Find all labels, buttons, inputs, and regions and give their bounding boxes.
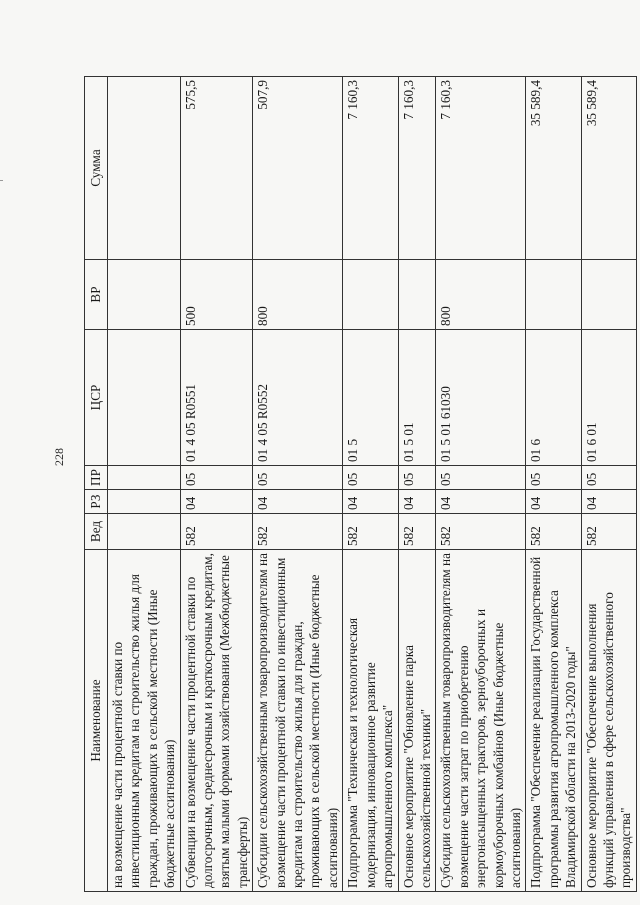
table-row xyxy=(436,77,526,892)
cell-pr: 05 xyxy=(436,466,526,490)
cell-ved: 582 xyxy=(436,514,526,550)
cell-pr: 05 xyxy=(343,466,398,490)
cell-rz: 04 xyxy=(253,490,343,514)
header-pr: ПР xyxy=(85,466,108,490)
cell-csr: 01 6 01 xyxy=(581,330,636,466)
table-row xyxy=(343,77,398,892)
cell-pr: 05 xyxy=(526,466,581,490)
cell-vr xyxy=(581,260,636,330)
table-row xyxy=(398,77,436,892)
cell-pr: 05 xyxy=(180,466,253,490)
cell-ved: 582 xyxy=(343,514,398,550)
cell-sum: 7 160,3 xyxy=(343,77,398,260)
cell-sum: 35 589,4 xyxy=(581,77,636,260)
cell-vr: 800 xyxy=(253,260,343,330)
cell-ved: 582 xyxy=(180,514,253,550)
cell-vr: 800 xyxy=(436,260,526,330)
page-number: 228 xyxy=(52,448,66,466)
cell-rz: 04 xyxy=(436,490,526,514)
table-row xyxy=(526,77,581,892)
cell-rz: 04 xyxy=(398,490,436,514)
header-sum: Сумма xyxy=(85,77,108,260)
cell-csr xyxy=(108,330,181,466)
cell-sum xyxy=(108,77,181,260)
cell-ved: 582 xyxy=(581,514,636,550)
cell-name: Субсидии сельскохозяйственным товаропроизводителям на возмещение части процентной ставки по инвестиционным кредитам на строительство жилья для граждан, проживающих в сельской местности (Иные бюджетные ассигнования) xyxy=(253,550,343,892)
cell-ved: 582 xyxy=(253,514,343,550)
cell-sum: 507,9 xyxy=(253,77,343,260)
cell-rz: 04 xyxy=(180,490,253,514)
header-row xyxy=(85,77,108,892)
cell-vr: 500 xyxy=(180,260,253,330)
header-name: Наименование xyxy=(85,550,108,892)
cell-csr: 01 5 01 61030 xyxy=(436,330,526,466)
table-row xyxy=(253,77,343,892)
cell-csr: 01 4 05 R0551 xyxy=(180,330,253,466)
cell-name: Подпрограмма "Обеспечение реализации Государственной программы развития агропромышленного комплекса Владимирской области на 2013-2020 годы" xyxy=(526,550,581,892)
cell-name: на возмещение части процентной ставки по инвестиционным кредитам на строительство жилья для граждан, проживающих в сельской местности (Иные бюджетные ассигнования) xyxy=(108,550,181,892)
header-rz: РЗ xyxy=(85,490,108,514)
cell-rz xyxy=(108,490,181,514)
cell-name: Основное мероприятие "Обновление парка сельскохозяйственной техники" xyxy=(398,550,436,892)
cell-sum: 7 160,3 xyxy=(398,77,436,260)
cell-vr xyxy=(526,260,581,330)
cell-sum: 575,5 xyxy=(180,77,253,260)
cell-vr xyxy=(343,260,398,330)
cell-rz: 04 xyxy=(526,490,581,514)
cell-rz: 04 xyxy=(581,490,636,514)
header-csr: ЦСР xyxy=(85,330,108,466)
cell-ved xyxy=(108,514,181,550)
cell-csr: 01 6 xyxy=(526,330,581,466)
cell-csr: 01 5 xyxy=(343,330,398,466)
cell-pr: 05 xyxy=(253,466,343,490)
table-row xyxy=(581,77,636,892)
scan-edge-mark xyxy=(0,180,3,181)
cell-csr: 01 5 01 xyxy=(398,330,436,466)
cell-name: Подпрограмма "Техническая и технологическая модернизация, инновационное развитие агропромышленного комплекса" xyxy=(343,550,398,892)
table-row xyxy=(108,77,181,892)
table-row xyxy=(180,77,253,892)
cell-sum: 7 160,3 xyxy=(436,77,526,260)
cell-rz: 04 xyxy=(343,490,398,514)
cell-name: Субсидии сельскохозяйственным товаропроизводителям на возмещение части затрат по приобретению энергонасыщенных тракторов, зерноуборочных и кормоуборочных комбайнов (Иные бюджетные ассигнования) xyxy=(436,550,526,892)
cell-pr xyxy=(108,466,181,490)
cell-pr: 05 xyxy=(398,466,436,490)
header-vr: ВР xyxy=(85,260,108,330)
cell-ved: 582 xyxy=(398,514,436,550)
cell-sum: 35 589,4 xyxy=(526,77,581,260)
budget-table xyxy=(84,76,637,892)
rotated-page xyxy=(84,77,634,892)
cell-name: Основное мероприятие "Обеспечение выполнения функций управления в сфере сельскохозяйственного производства" xyxy=(581,550,636,892)
cell-vr xyxy=(108,260,181,330)
cell-csr: 01 4 05 R0552 xyxy=(253,330,343,466)
cell-pr: 05 xyxy=(581,466,636,490)
cell-vr xyxy=(398,260,436,330)
cell-name: Субвенции на возмещение части процентной ставки по долгосрочным, среднесрочным и краткосрочным кредитам, взятым малыми формами хозяйствования (Межбюджетные трансферты) xyxy=(180,550,253,892)
header-ved: Вед xyxy=(85,514,108,550)
cell-ved: 582 xyxy=(526,514,581,550)
